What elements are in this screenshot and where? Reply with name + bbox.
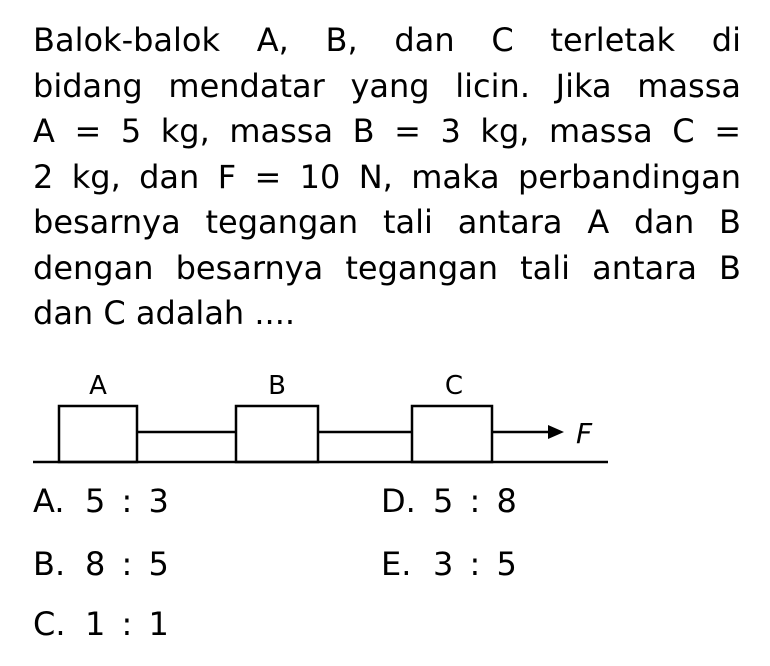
option-a-letter: A.: [33, 482, 65, 520]
block-a-label: A: [89, 371, 107, 401]
block-c-label: C: [444, 371, 464, 401]
option-d[interactable]: [381, 482, 520, 520]
force-arrow-head: [548, 425, 564, 439]
block-c: [412, 406, 492, 462]
option-c-letter: C.: [33, 605, 66, 643]
blocks-diagram: [0, 360, 770, 470]
option-e[interactable]: [381, 545, 520, 583]
question-line-1: Balok-balok A, B, dan C terletak di: [33, 21, 741, 59]
option-e-value: 3 : 5: [433, 545, 520, 583]
option-a-value: 5 : 3: [85, 482, 172, 520]
option-c[interactable]: [33, 605, 172, 643]
option-d-letter: D.: [381, 482, 416, 520]
option-d-value: 5 : 8: [433, 482, 520, 520]
blocks-diagram-svg: [0, 360, 770, 470]
block-b-label: B: [268, 371, 286, 401]
option-b[interactable]: [33, 545, 172, 583]
option-b-value: 8 : 5: [85, 545, 172, 583]
block-a: [59, 406, 137, 462]
option-a[interactable]: [33, 482, 172, 520]
option-e-letter: E.: [381, 545, 412, 583]
question-line-2: bidang mendatar yang licin. Jika massa: [33, 66, 741, 105]
question-line-6: dengan besarnya tegangan tali antara B: [33, 248, 741, 287]
question-text: [33, 18, 741, 337]
question-line-3: A = 5 kg, massa B = 3 kg, massa C =: [33, 112, 741, 150]
option-c-value: 1 : 1: [85, 605, 172, 643]
option-b-letter: B.: [33, 545, 66, 583]
question-line-4: 2 kg, dan F = 10 N, maka perbandingan: [33, 157, 741, 196]
force-label: F: [575, 417, 593, 450]
block-b: [236, 406, 318, 462]
question-line-5: besarnya tegangan tali antara A dan B: [33, 203, 741, 241]
question-line-7: dan C adalah ....: [33, 294, 296, 332]
